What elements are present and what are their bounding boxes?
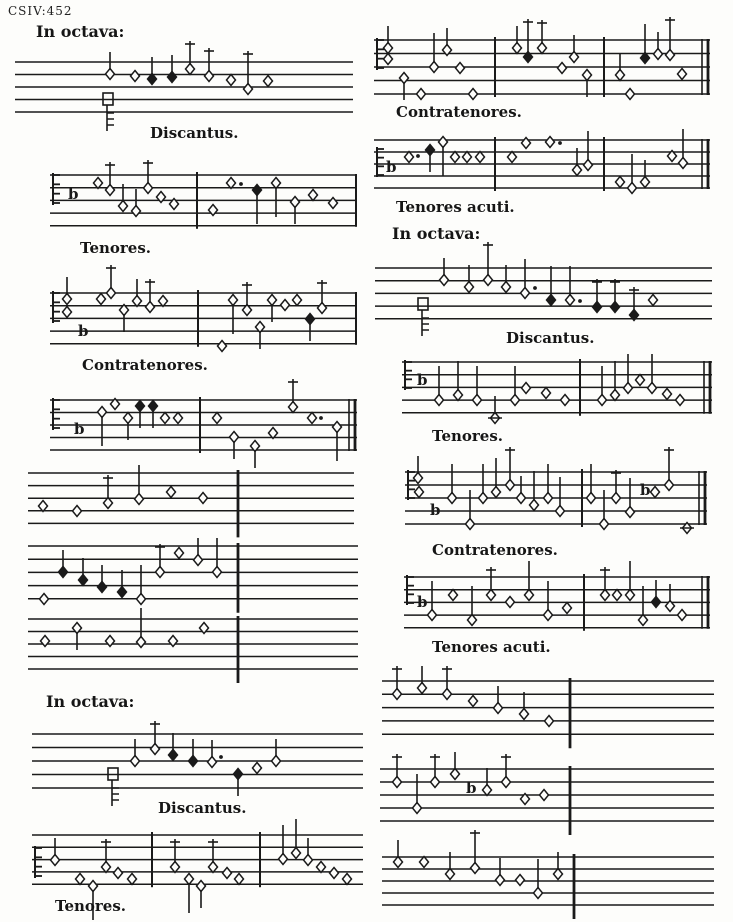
- open-note: [213, 413, 222, 424]
- open-note: [106, 69, 115, 80]
- open-note: [561, 395, 570, 406]
- open-note: [169, 636, 178, 647]
- voice-label: Tenores acuti.: [432, 638, 551, 656]
- staff-left-4: [50, 379, 357, 468]
- open-note: [415, 487, 424, 498]
- catalog-number: CSIV:452: [8, 4, 73, 18]
- open-note: [654, 49, 663, 60]
- open-note: [587, 493, 596, 504]
- open-note: [330, 868, 339, 879]
- open-note: [98, 407, 107, 418]
- open-note: [244, 84, 253, 95]
- open-note: [451, 152, 460, 163]
- open-note: [440, 275, 449, 286]
- section-heading: In octava:: [392, 224, 481, 243]
- filled-note: [306, 314, 315, 325]
- staff-left-5: [28, 465, 354, 537]
- open-note: [448, 493, 457, 504]
- open-note: [106, 636, 115, 647]
- staff-right-2-tenores-acuti: [374, 129, 710, 194]
- flat-sign: b: [417, 593, 428, 611]
- open-note: [89, 881, 98, 892]
- open-note: [209, 862, 218, 873]
- section-heading: In octava:: [36, 22, 125, 41]
- open-note: [534, 888, 543, 899]
- voice-label: Tenores.: [432, 427, 504, 445]
- filled-note: [234, 769, 243, 780]
- open-note: [253, 763, 262, 774]
- open-note: [281, 300, 290, 311]
- flat-sign: b: [74, 420, 85, 438]
- open-note: [309, 190, 318, 201]
- open-note: [530, 500, 539, 511]
- open-note: [573, 165, 582, 176]
- open-note: [208, 757, 217, 768]
- open-note: [205, 71, 214, 82]
- open-note: [556, 506, 565, 517]
- open-note: [496, 875, 505, 886]
- open-note: [171, 862, 180, 873]
- open-note: [102, 862, 111, 873]
- open-note: [545, 716, 554, 727]
- open-note: [465, 282, 474, 293]
- open-note: [63, 294, 72, 305]
- open-note: [41, 636, 50, 647]
- open-note: [393, 777, 402, 788]
- open-note: [146, 302, 155, 313]
- open-note: [506, 480, 515, 491]
- open-note: [522, 138, 531, 149]
- open-note: [394, 857, 403, 868]
- open-note: [264, 76, 273, 87]
- open-note: [213, 567, 222, 578]
- open-note: [194, 555, 203, 566]
- open-note: [613, 590, 622, 601]
- open-note: [308, 413, 317, 424]
- open-note: [131, 71, 140, 82]
- staff-left-2-tenores: [50, 160, 357, 229]
- open-note: [651, 487, 660, 498]
- open-note: [156, 567, 165, 578]
- open-note: [63, 307, 72, 318]
- flat-sign: b: [640, 481, 651, 499]
- open-note: [73, 506, 82, 517]
- open-note: [649, 295, 658, 306]
- open-note: [466, 519, 475, 530]
- open-note: [544, 493, 553, 504]
- open-note: [417, 89, 426, 100]
- open-note: [293, 295, 302, 306]
- augmentation-dot: [578, 299, 582, 303]
- open-note: [469, 89, 478, 100]
- open-note: [600, 519, 609, 530]
- open-note: [39, 501, 48, 512]
- open-note: [199, 493, 208, 504]
- open-note: [279, 854, 288, 865]
- open-note: [133, 296, 142, 307]
- filled-note: [547, 295, 556, 306]
- open-note: [679, 158, 688, 169]
- flat-sign: b: [430, 501, 441, 519]
- open-note: [563, 603, 572, 614]
- open-note: [107, 288, 116, 299]
- filled-note: [98, 582, 107, 593]
- filled-note: [149, 401, 158, 412]
- voice-label: Contratenores.: [432, 541, 558, 559]
- open-note: [517, 493, 526, 504]
- open-note: [544, 610, 553, 621]
- open-note: [318, 303, 327, 314]
- filled-note: [168, 72, 177, 83]
- open-note: [676, 395, 685, 406]
- open-note: [520, 709, 529, 720]
- staff-left-3-contratenores: [50, 265, 357, 352]
- open-note: [521, 288, 530, 299]
- open-note: [218, 341, 227, 352]
- staff-right-1-contratenores: [374, 17, 710, 100]
- open-note: [137, 637, 146, 648]
- open-note: [430, 62, 439, 73]
- open-note: [223, 868, 232, 879]
- open-note: [40, 594, 49, 605]
- open-note: [648, 383, 657, 394]
- open-note: [124, 413, 133, 424]
- open-note: [97, 294, 106, 305]
- filled-note: [426, 145, 435, 156]
- filled-note: [136, 401, 145, 412]
- open-note: [268, 295, 277, 306]
- open-note: [119, 201, 128, 212]
- open-note: [616, 70, 625, 81]
- open-note: [476, 152, 485, 163]
- flat-sign: b: [68, 185, 79, 203]
- open-note: [317, 862, 326, 873]
- open-note: [414, 473, 423, 484]
- open-note: [471, 863, 480, 874]
- open-note: [235, 874, 244, 885]
- staff-right-3-discantus: [375, 242, 712, 336]
- open-note: [76, 874, 85, 885]
- open-note: [329, 198, 338, 209]
- filled-note: [79, 575, 88, 586]
- open-note: [292, 848, 301, 859]
- open-note: [230, 432, 239, 443]
- open-note: [628, 183, 637, 194]
- open-note: [449, 590, 458, 601]
- augmentation-dot: [533, 286, 537, 290]
- flat-sign: b: [78, 322, 89, 340]
- open-note: [538, 43, 547, 54]
- voice-label: Tenores acuti.: [396, 198, 515, 216]
- open-note: [174, 413, 183, 424]
- open-note: [167, 487, 176, 498]
- voice-label: Contratenores.: [82, 356, 208, 374]
- open-note: [420, 857, 429, 868]
- staff-left-6: [28, 538, 358, 613]
- staff-right-6-tenores-acuti: [404, 561, 710, 631]
- open-note: [513, 43, 522, 54]
- filled-note: [593, 302, 602, 313]
- open-note: [456, 63, 465, 74]
- open-note: [663, 389, 672, 400]
- open-note: [144, 183, 153, 194]
- open-note: [272, 178, 281, 189]
- open-note: [413, 803, 422, 814]
- staff-right-7: [382, 666, 714, 748]
- open-note: [186, 64, 195, 75]
- open-note: [291, 197, 300, 208]
- open-note: [566, 295, 575, 306]
- open-note: [483, 785, 492, 796]
- open-note: [343, 874, 352, 885]
- staff-left-8-discantus: [32, 721, 363, 806]
- augmentation-dot: [558, 141, 562, 145]
- augmentation-dot: [416, 154, 420, 158]
- open-note: [135, 494, 144, 505]
- open-note: [128, 874, 137, 885]
- open-note: [473, 395, 482, 406]
- open-note: [304, 855, 313, 866]
- voice-label: Discantus.: [506, 329, 595, 347]
- open-note: [227, 75, 236, 86]
- open-note: [106, 185, 115, 196]
- open-note: [272, 756, 281, 767]
- filled-note: [118, 587, 127, 598]
- open-note: [479, 493, 488, 504]
- open-note: [333, 422, 342, 433]
- open-note: [678, 610, 687, 621]
- filled-note: [189, 756, 198, 767]
- open-note: [611, 390, 620, 401]
- open-note: [678, 69, 687, 80]
- open-note: [418, 683, 427, 694]
- open-note: [522, 383, 531, 394]
- open-note: [626, 507, 635, 518]
- open-note: [131, 756, 140, 767]
- staff-right-5-contratenores: [405, 447, 707, 534]
- staff-right-8: [380, 752, 714, 835]
- filled-note: [652, 597, 661, 608]
- voice-label: Discantus.: [150, 124, 239, 142]
- open-note: [558, 63, 567, 74]
- augmentation-dot: [219, 755, 223, 759]
- open-note: [384, 43, 393, 54]
- open-note: [598, 395, 607, 406]
- open-note: [132, 206, 141, 217]
- voice-label: Tenores.: [55, 897, 127, 915]
- open-note: [601, 590, 610, 601]
- open-note: [469, 696, 478, 707]
- open-note: [454, 390, 463, 401]
- open-note: [114, 868, 123, 879]
- open-note: [492, 487, 501, 498]
- open-note: [151, 744, 160, 755]
- open-note: [554, 869, 563, 880]
- open-note: [584, 160, 593, 171]
- open-note: [540, 790, 549, 801]
- open-note: [626, 89, 635, 100]
- open-note: [400, 73, 409, 84]
- voice-label: Contratenores.: [396, 103, 522, 121]
- open-note: [612, 493, 621, 504]
- open-note: [94, 178, 103, 189]
- open-note: [446, 869, 455, 880]
- open-note: [616, 177, 625, 188]
- section-heading: In octava:: [46, 692, 135, 711]
- filled-note: [253, 185, 262, 196]
- open-note: [626, 590, 635, 601]
- open-note: [161, 413, 170, 424]
- open-note: [431, 777, 440, 788]
- open-note: [502, 777, 511, 788]
- open-note: [583, 70, 592, 81]
- open-note: [435, 395, 444, 406]
- staff-left-7: [28, 608, 358, 683]
- open-note: [384, 54, 393, 65]
- open-note: [175, 548, 184, 559]
- open-note: [502, 282, 511, 293]
- filled-note: [611, 302, 620, 313]
- open-note: [443, 689, 452, 700]
- open-note: [51, 855, 60, 866]
- filled-note: [59, 567, 68, 578]
- open-note: [428, 610, 437, 621]
- staff-right-4-tenores: [402, 354, 712, 424]
- augmentation-dot: [239, 182, 243, 186]
- filled-note: [169, 750, 178, 761]
- open-note: [665, 480, 674, 491]
- open-note: [636, 375, 645, 386]
- open-note: [405, 152, 414, 163]
- open-note: [159, 296, 168, 307]
- open-note: [137, 594, 146, 605]
- open-note: [624, 383, 633, 394]
- open-note: [525, 590, 534, 601]
- staff-left-1-discantus: [15, 41, 353, 131]
- open-note: [104, 498, 113, 509]
- open-note: [508, 152, 517, 163]
- open-note: [494, 703, 503, 714]
- open-note: [546, 137, 555, 148]
- open-note: [289, 402, 298, 413]
- open-note: [484, 275, 493, 286]
- open-note: [185, 874, 194, 885]
- open-note: [666, 50, 675, 61]
- voice-label: Tenores.: [80, 239, 152, 257]
- open-note: [393, 689, 402, 700]
- open-note: [439, 137, 448, 148]
- open-note: [511, 395, 520, 406]
- open-note: [451, 769, 460, 780]
- flat-sign: b: [386, 158, 397, 176]
- flat-sign: b: [417, 371, 428, 389]
- open-note: [516, 875, 525, 886]
- staff-right-9: [382, 830, 714, 919]
- open-note: [487, 590, 496, 601]
- open-note: [197, 881, 206, 892]
- open-note: [639, 615, 648, 626]
- open-note: [227, 178, 236, 189]
- open-note: [506, 597, 515, 608]
- augmentation-dot: [319, 416, 323, 420]
- open-note: [542, 388, 551, 399]
- voice-label: Discantus.: [158, 799, 247, 817]
- flat-sign: b: [466, 779, 477, 797]
- open-note: [463, 152, 472, 163]
- open-note: [641, 177, 650, 188]
- open-note: [229, 295, 238, 306]
- open-note: [468, 615, 477, 626]
